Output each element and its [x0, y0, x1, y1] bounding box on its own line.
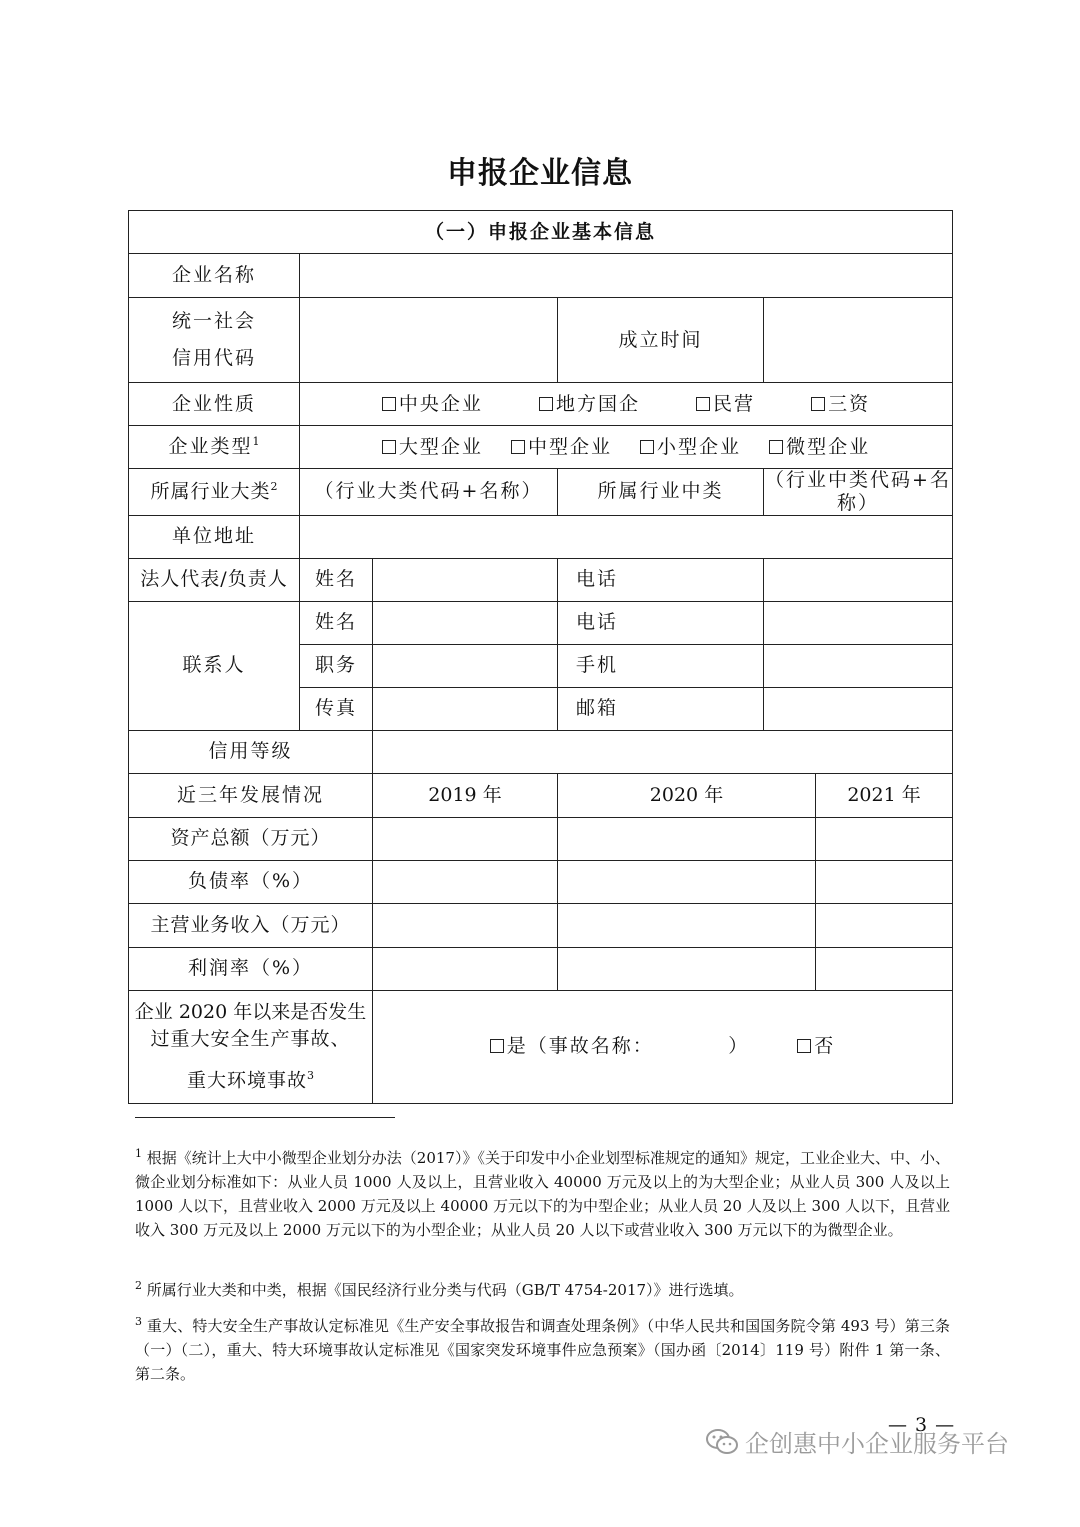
contact-position-label: 职务 — [300, 644, 373, 687]
revenue-label: 主营业务收入（万元） — [129, 903, 373, 947]
nature-options — [300, 383, 953, 426]
accident-question-line1: 企业 2020 年以来是否发生 — [134, 1001, 367, 1024]
year-header: 2021 年 — [816, 773, 953, 817]
legal-rep-phone-label: 电话 — [558, 558, 764, 601]
legal-rep-phone-field[interactable] — [764, 558, 953, 601]
contact-phone-field[interactable] — [764, 601, 953, 644]
industry-mid-label: 所属行业中类 — [558, 469, 764, 516]
industry-major-field[interactable]: （行业大类代码+名称） — [300, 469, 558, 516]
accident-yes-option[interactable]: 是（事故名称： ） — [490, 1035, 750, 1057]
footnote-separator — [135, 1117, 395, 1118]
watermark-text: 企创惠中小企业服务平台 — [745, 1430, 1009, 1458]
year-header: 2020 年 — [558, 773, 816, 817]
checkbox-icon[interactable] — [511, 440, 525, 454]
accident-no-option[interactable]: 否 — [797, 1035, 835, 1057]
contact-mobile-label: 手机 — [558, 644, 764, 687]
industry-mid-field[interactable]: （行业中类代码+名称） — [765, 469, 951, 514]
nature-label: 企业性质 — [129, 383, 300, 426]
debt-ratio-2019[interactable] — [373, 860, 558, 903]
profit-rate-label: 利润率（%） — [129, 947, 373, 990]
type-option[interactable]: 小型企业 — [640, 436, 741, 459]
accident-answer — [373, 990, 953, 1103]
checkbox-icon[interactable] — [797, 1039, 811, 1053]
checkbox-icon[interactable] — [769, 440, 783, 454]
footnote-3: $^3$ 重大、特大安全生产事故认定标准见《生产安全事故报告和调查处理条例》（中华人民共和国国务院令第 493 号）第三条（一）（二），重大、特大环境事故认定标准见《国家突发环境事件应急预案》（国办函〔2014〕119 号）附件 1 第一条、第二条。 — [135, 1315, 950, 1383]
nature-option[interactable]: 地方国企 — [539, 393, 640, 416]
legal-rep-label: 法人代表/负责人 — [129, 558, 300, 601]
legal-rep-name-field[interactable] — [373, 558, 558, 601]
enterprise-info-table — [128, 210, 953, 1104]
company-name-label: 企业名称 — [129, 254, 300, 298]
revenue-2020[interactable] — [558, 903, 816, 947]
checkbox-icon[interactable] — [539, 397, 553, 411]
type-label: 企业类型$^1$ — [129, 426, 300, 469]
footnote-2: $^2$ 所属行业大类和中类，根据《国民经济行业分类与代码（GB/T 4754-2017）》进行选填。 — [135, 1279, 744, 1299]
accident-question-line2: 过重大安全生产事故、 — [150, 1028, 351, 1051]
nature-option[interactable]: 三资 — [811, 393, 870, 416]
credit-level-field[interactable] — [373, 730, 953, 773]
established-field[interactable] — [764, 298, 953, 383]
footnote-ref: 2 — [270, 480, 278, 494]
watermark — [705, 1424, 1009, 1459]
footnote-ref: 3 — [307, 1068, 314, 1082]
contact-mobile-field[interactable] — [764, 644, 953, 687]
profit-rate-2019[interactable] — [373, 947, 558, 990]
checkbox-icon[interactable] — [382, 440, 396, 454]
credit-code-label-line1: 统一社会 — [171, 310, 256, 333]
contact-fax-label: 传真 — [300, 687, 373, 730]
contact-name-field[interactable] — [373, 601, 558, 644]
footnote-1: $^1$ 根据《统计上大中小微型企业划分办法（2017）》《关于印发中小企业划型标准规定的通知》规定，工业企业大、中、小、微企业划分标准如下：从业人员 1000 人及以上，且营业收入 40000 万元及以上的为大型企业；从业人员 300 人及以上 1000 人以下，且营业收入 2000 万元及以上 40000 万元以下的为中型企业；从业人员 20 人及以上 300 人以下，且营业收入 300 万元及以上 2000 万元以下的为小型企业；从业人员 20 人以下或营业收入 300 万元以下的为微型企业。 — [135, 1147, 950, 1239]
contact-name-label: 姓名 — [300, 601, 373, 644]
contact-label: 联系人 — [129, 601, 300, 730]
nature-option[interactable]: 中央企业 — [382, 393, 483, 416]
accident-question — [129, 990, 373, 1103]
credit-code-label-line2: 信用代码 — [171, 347, 256, 369]
footnote-ref: 1 — [252, 435, 260, 449]
section-title: （一）申报企业基本信息 — [129, 211, 953, 254]
industry-major-label: 所属行业大类$^2$ — [129, 469, 300, 516]
checkbox-icon[interactable] — [382, 397, 396, 411]
debt-ratio-2021[interactable] — [816, 860, 953, 903]
total-assets-2019[interactable] — [373, 817, 558, 860]
contact-fax-field[interactable] — [373, 687, 558, 730]
established-label: 成立时间 — [558, 298, 764, 383]
checkbox-icon[interactable] — [696, 397, 710, 411]
total-assets-2020[interactable] — [558, 817, 816, 860]
nature-option[interactable]: 民营 — [696, 393, 755, 416]
total-assets-2021[interactable] — [816, 817, 953, 860]
type-options — [300, 426, 953, 469]
type-option[interactable]: 中型企业 — [511, 436, 612, 459]
contact-position-field[interactable] — [373, 644, 558, 687]
profit-rate-2021[interactable] — [816, 947, 953, 990]
checkbox-icon[interactable] — [490, 1039, 504, 1053]
contact-phone-label: 电话 — [558, 601, 764, 644]
debt-ratio-2020[interactable] — [558, 860, 816, 903]
type-option[interactable]: 微型企业 — [769, 436, 870, 459]
profit-rate-2020[interactable] — [558, 947, 816, 990]
checkbox-icon[interactable] — [640, 440, 654, 454]
checkbox-icon[interactable] — [811, 397, 825, 411]
credit-code-field[interactable] — [300, 298, 558, 383]
address-field[interactable] — [300, 515, 953, 558]
total-assets-label: 资产总额（万元） — [129, 817, 373, 860]
credit-code-label — [129, 298, 300, 383]
revenue-2021[interactable] — [816, 903, 953, 947]
three-years-label: 近三年发展情况 — [129, 773, 373, 817]
legal-rep-name-label: 姓名 — [300, 558, 373, 601]
address-label: 单位地址 — [129, 515, 300, 558]
revenue-2019[interactable] — [373, 903, 558, 947]
company-name-field[interactable] — [300, 254, 953, 298]
accident-question-line3: 重大环境事故$^3$ — [186, 1068, 314, 1092]
page-number: — 3 — — [888, 1414, 956, 1436]
year-header: 2019 年 — [373, 773, 558, 817]
wechat-icon — [705, 1427, 739, 1457]
debt-ratio-label: 负债率（%） — [129, 860, 373, 903]
contact-email-field[interactable] — [764, 687, 953, 730]
type-option[interactable]: 大型企业 — [382, 436, 483, 459]
contact-email-label: 邮箱 — [558, 687, 764, 730]
credit-level-label: 信用等级 — [129, 730, 373, 773]
page-title: 申报企业信息 — [447, 156, 633, 191]
